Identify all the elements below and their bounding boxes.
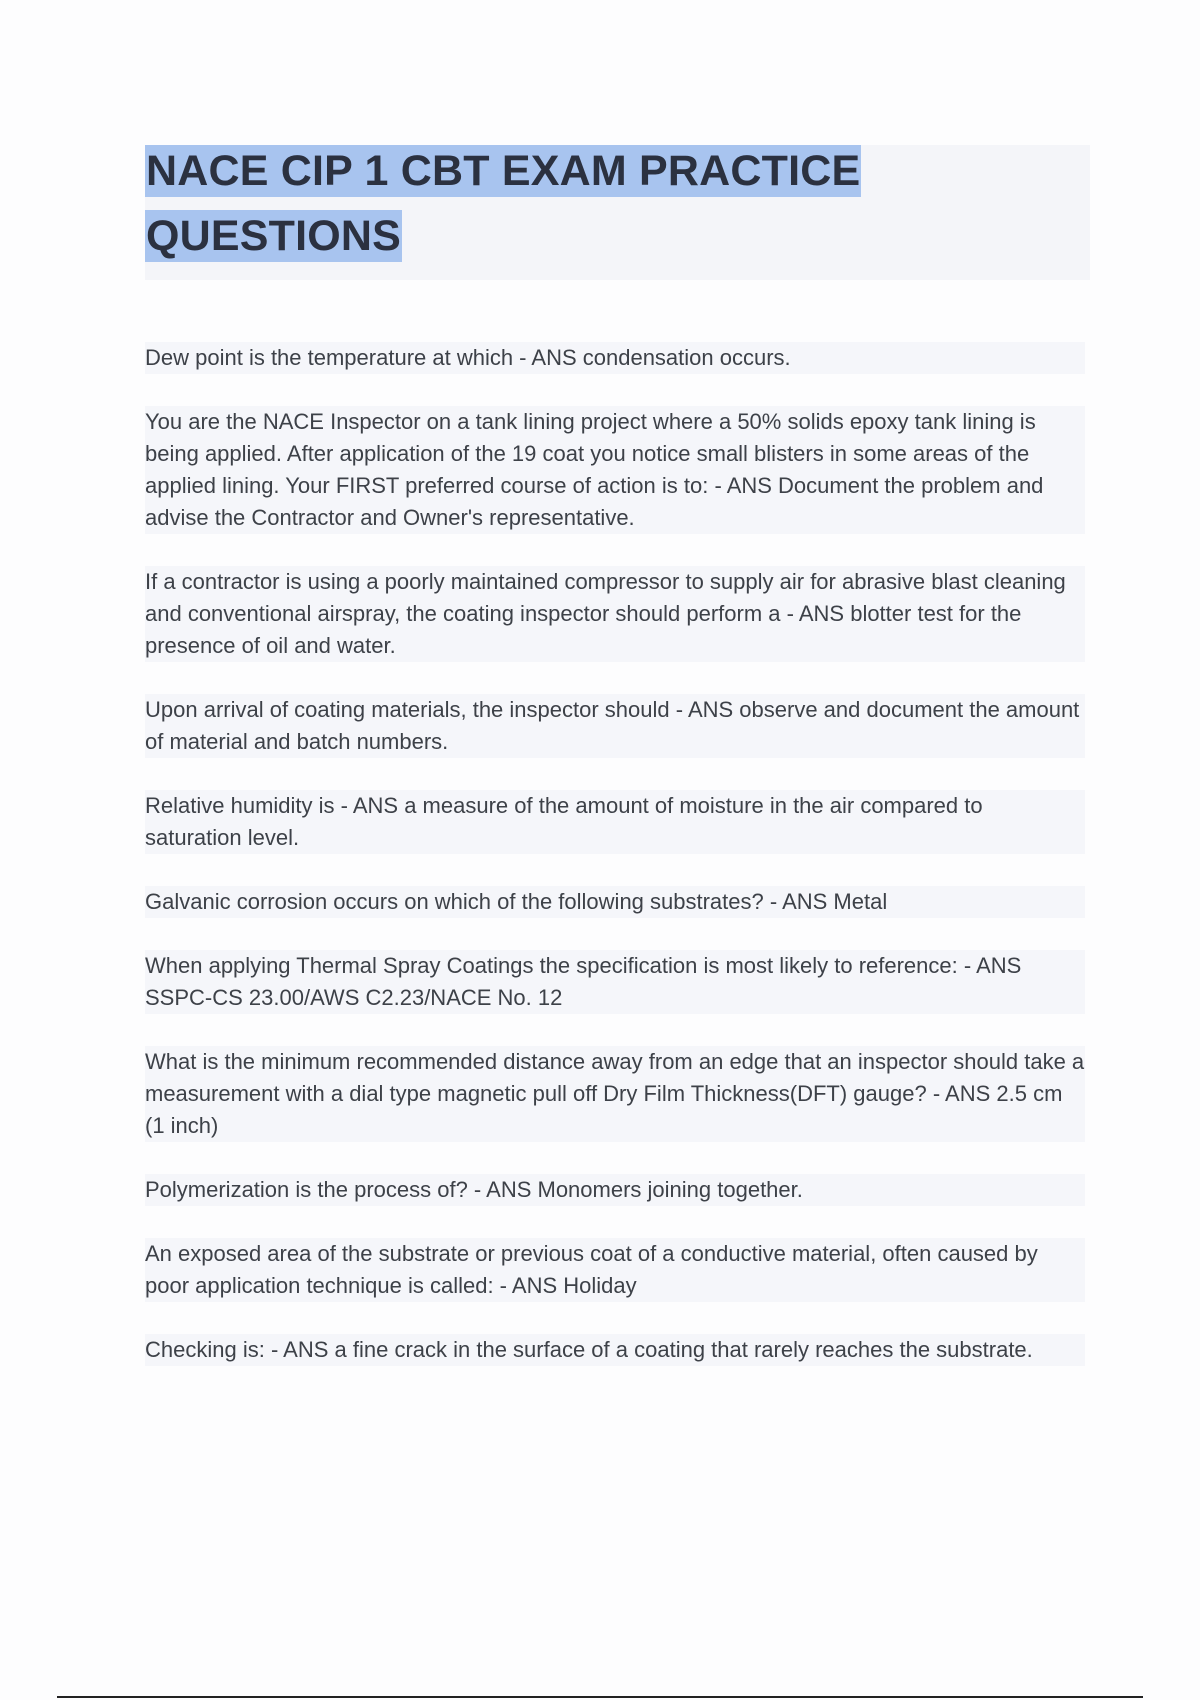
question-text: You are the NACE Inspector on a tank lining project where a 50% solids epoxy tank lining is being applied. After application of the 19 coat you notice small blisters in some areas of the applied lining. Your FIRST preferred course of action is to: - ANS Document the problem and advise the Contractor and Owner's representative. [145,409,1044,530]
question-item [145,566,1085,662]
question-list [145,342,1090,1366]
question-text: An exposed area of the substrate or previous coat of a conductive material, often caused by poor application technique is called: - ANS Holiday [145,1241,1038,1298]
question-item [145,406,1085,534]
question-text: Relative humidity is - ANS a measure of the amount of moisture in the air compared to saturation level. [145,793,983,850]
question-text: Upon arrival of coating materials, the inspector should - ANS observe and document the amount of material and batch numbers. [145,697,1080,754]
question-item [145,1238,1085,1302]
question-item [145,694,1085,758]
question-item [145,1174,1085,1206]
question-text: If a contractor is using a poorly maintained compressor to supply air for abrasive blast cleaning and conventional airspray, the coating inspector should perform a - ANS blotter test for the presence of oil and water. [145,569,1066,658]
question-text: What is the minimum recommended distance away from an edge that an inspector should take a measurement with a dial type magnetic pull off Dry Film Thickness(DFT) gauge? - ANS 2.5 cm (1 inch) [145,1049,1085,1138]
question-text: When applying Thermal Spray Coatings the specification is most likely to reference: - ANS SSPC-CS 23.00/AWS C2.23/NACE No. 12 [145,953,1022,1010]
page-bottom-rule [57,1696,1143,1698]
title-block [145,145,1090,280]
question-item [145,886,1085,918]
question-item [145,950,1085,1014]
page-title-line-1: NACE CIP 1 CBT EXAM PRACTICE [146,147,861,195]
question-item [145,1046,1085,1142]
question-text: Checking is: - ANS a fine crack in the surface of a coating that rarely reaches the substrate. [145,1337,1033,1362]
question-item [145,342,1085,374]
question-text: Galvanic corrosion occurs on which of the following substrates? - ANS Metal [145,889,888,914]
question-item [145,1334,1085,1366]
question-text: Polymerization is the process of? - ANS Monomers joining together. [145,1177,803,1202]
question-item [145,790,1085,854]
question-text: Dew point is the temperature at which - ANS condensation occurs. [145,345,791,370]
document-page [145,145,1090,1398]
page-title-line-2: QUESTIONS [146,212,402,260]
